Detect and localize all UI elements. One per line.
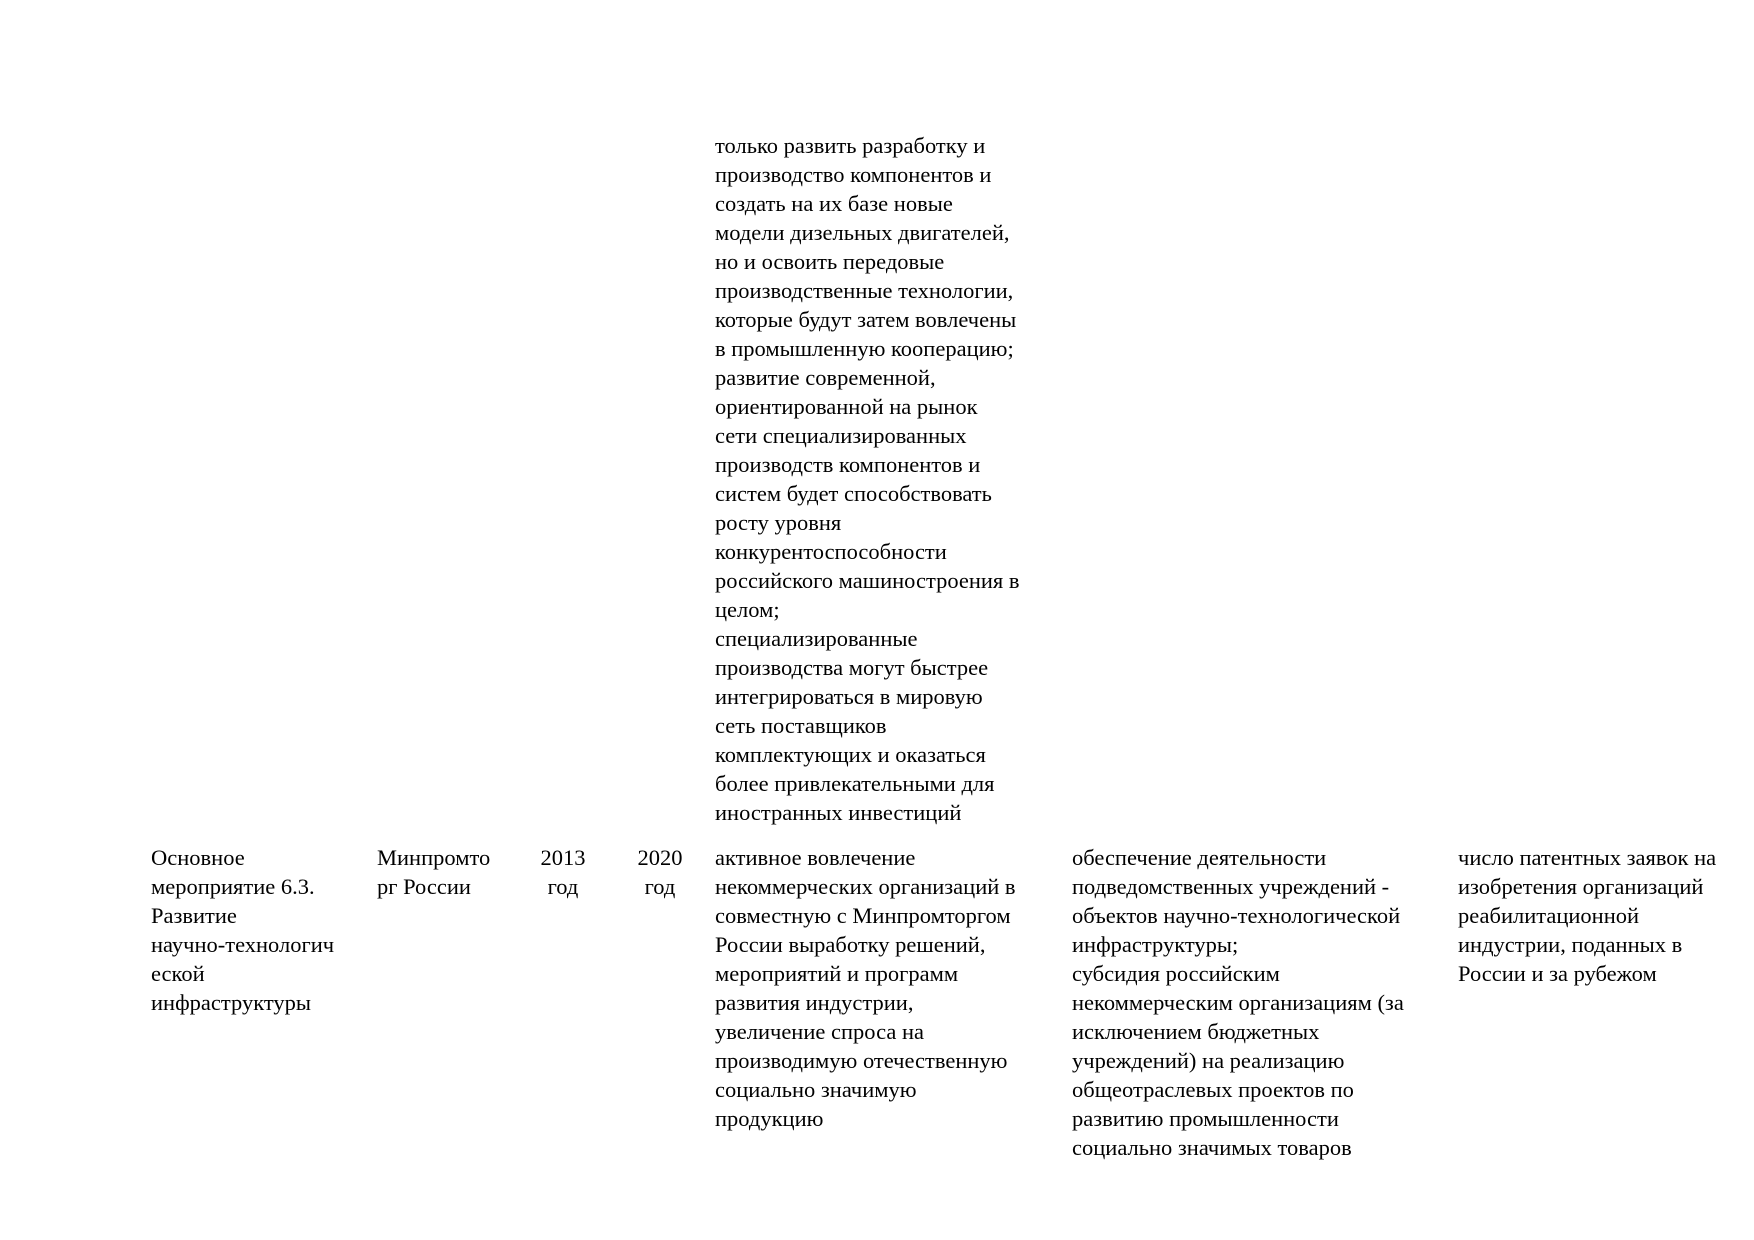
main-directions-cell: обеспечение деятельности подведомственных учреждений - объектов научно-технологической инфраструктуры; субсидия российским некоммерческим организациям (за исключением бюджетных учреждений) на реализацию общеотраслевых проектов по развитию промышленности социально значимых товаров [1072, 845, 1404, 1160]
responsible-executor-cell: Минпромто рг России [377, 845, 491, 899]
start-year-cell: 2013 год [540, 845, 586, 899]
measure-name-cell: Основное мероприятие 6.3. Развитие научно-технологич еской инфраструктуры [151, 845, 335, 1015]
indicator-cell: число патентных заявок на изобретения организаций реабилитационной индустрии, поданных в России и за рубежом [1458, 845, 1717, 986]
continued-expected-result-cell: только развить разработку и производство компонентов и создать на их базе новые модели дизельных двигателей, но и освоить передовые производственные технологии, которые будут затем вовлечены в промышленную кооперацию; развитие современной, ориентированной на рынок сети специализированных производств компонентов и систем будет способствовать росту уровня конкурентоспособности российского машиностроения в целом; специализированные производства могут быстрее интегрироваться в мировую сеть поставщиков комплектующих и оказаться более привлекательными для иностранных инвестиций [715, 133, 1020, 825]
expected-result-cell: активное вовлечение некоммерческих организаций в совместную с Минпромторгом России выработку решений, мероприятий и программ развития индустрии, увеличение спроса на производимую отечественную социально значимую продукцию [715, 845, 1016, 1131]
end-year-cell: 2020 год [637, 845, 683, 899]
